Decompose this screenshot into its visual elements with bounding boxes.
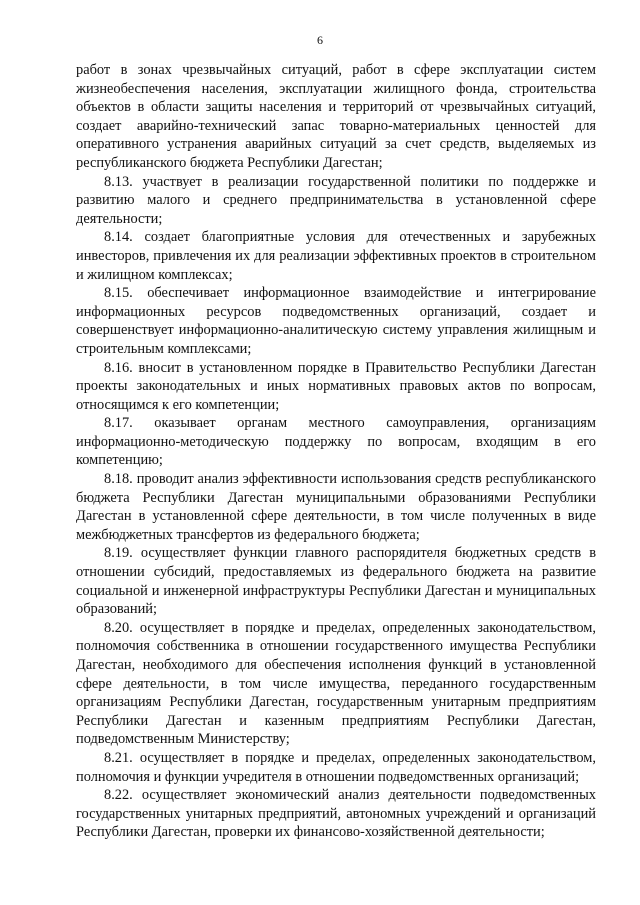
- paragraph-8-14: 8.14. создает благоприятные условия для отечественных и зарубежных инвесторов, привлечения их для реализации эффективных проектов в строительном и жилищном комплексах;: [76, 229, 596, 283]
- paragraph-8-21: 8.21. осуществляет в порядке и пределах, определенных законодательством, полномочия и функции учредителя в отношении подведомственных организаций;: [76, 749, 596, 785]
- paragraph-8-18: 8.18. проводит анализ эффективности использования средств республиканского бюджета Республики Дагестан муниципальными образованиями Республики Дагестан в установленной сфере деятельности, в том числе полученных в виде межбюджетных трансфертов из федерального бюджета;: [76, 471, 596, 543]
- page-number: 6: [317, 33, 323, 47]
- paragraph-8-19: 8.19. осуществляет функции главного распорядителя бюджетных средств в отношении субсидий, предоставляемых из федерального бюджета на развитие социальной и инженерной инфраструктуры Республики Дагестан и муниципальных образований;: [76, 545, 596, 618]
- paragraph-8-22: 8.22. осуществляет экономический анализ деятельности подведомственных государственных унитарных предприятий, автономных учреждений и организаций Республики Дагестан, проверки их финансово-хозяйственной деятельности;: [76, 787, 596, 841]
- paragraph-8-13: 8.13. участвует в реализации государственной политики по поддержке и развитию малого и среднего предпринимательства в установленной сфере деятельности;: [76, 173, 596, 227]
- paragraph-continuation: работ в зонах чрезвычайных ситуаций, работ в сфере эксплуатации систем жизнеобеспечения населения, эксплуатации жилищного фонда, строительства объектов в области защиты населения и территорий от чрезвычайных ситуаций, создает аварийно-технический запас товарно-материальных ценностей для оперативного устранения аварийных ситуаций за счет средств, выделяемых из республиканского бюджета Республики Дагестан;: [76, 62, 596, 171]
- paragraph-8-16: 8.16. вносит в установленном порядке в Правительство Республики Дагестан проекты законодательных и иных нормативных правовых актов по вопросам, относящимся к его компетенции;: [76, 359, 596, 413]
- document-body: [76, 61, 596, 842]
- paragraph-8-15: 8.15. обеспечивает информационное взаимодействие и интегрирование информационных ресурсов подведомственных организаций, создает и совершенствует информационно-аналитическую систему управления жилищным и строительным комплексами;: [76, 285, 596, 357]
- paragraph-8-17: 8.17. оказывает органам местного самоуправления, организациям информационно-методическую поддержку по вопросам, входящим в его компетенцию;: [76, 415, 596, 469]
- paragraph-8-20: 8.20. осуществляет в порядке и пределах, определенных законодательством, полномочия собственника в отношении государственного имущества Республики Дагестан, необходимого для обеспечения исполнения функций в установленной сфере деятельности, в том числе имущества, переданного государственным организациям Республики Дагестан, государственным унитарным предприятиям Республики Дагестан и казенным предприятиям Республики Дагестан, подведомственным Министерству;: [76, 619, 596, 748]
